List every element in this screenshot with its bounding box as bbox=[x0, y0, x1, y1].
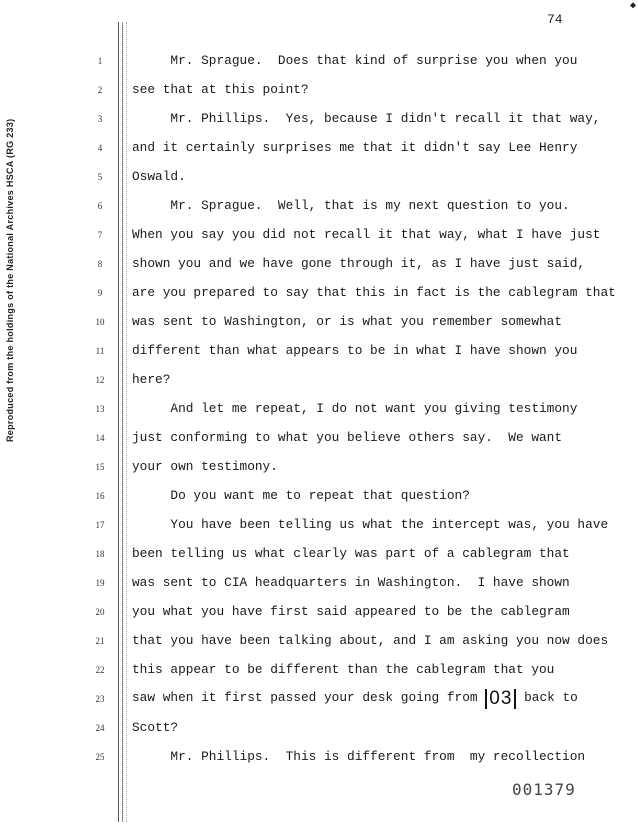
line-number: 2 bbox=[97, 85, 103, 95]
line-number: 9 bbox=[97, 288, 103, 298]
line-number: 6 bbox=[97, 201, 103, 211]
archive-side-note: Reproduced from the holdings of the National Archives HSCA (RG 233) bbox=[5, 118, 15, 442]
transcript-line: Mr. Phillips. Yes, because I didn't recall it that way, bbox=[132, 111, 601, 126]
transcript-line: was sent to CIA headquarters in Washington. I have shown bbox=[132, 575, 570, 590]
line-number: 12 bbox=[95, 375, 105, 385]
transcript-line: been telling us what clearly was part of a cablegram that bbox=[132, 546, 570, 561]
transcript-line: and it certainly surprises me that it didn't say Lee Henry bbox=[132, 140, 578, 155]
transcript-line-start: saw when it first passed your desk going from bbox=[132, 690, 486, 705]
line-number: 1 bbox=[97, 56, 103, 66]
line-number: 21 bbox=[95, 636, 105, 646]
line-number: 11 bbox=[95, 346, 105, 356]
margin-rule bbox=[118, 22, 119, 822]
line-number: 19 bbox=[95, 578, 105, 588]
transcript-line-end: back to bbox=[516, 690, 578, 705]
line-number: 25 bbox=[95, 752, 105, 762]
transcript-line: was sent to Washington, or is what you remember somewhat bbox=[132, 314, 563, 329]
document-id-stamp: 001379 bbox=[512, 780, 576, 799]
transcript-line: that you have been talking about, and I am asking you now does bbox=[132, 633, 609, 648]
page-number: 74 bbox=[547, 12, 563, 27]
line-number: 10 bbox=[95, 317, 105, 327]
line-number: 24 bbox=[95, 723, 105, 733]
line-number: 8 bbox=[97, 259, 103, 269]
transcript-line: different than what appears to be in what I have shown you bbox=[132, 343, 578, 358]
line-number: 5 bbox=[97, 172, 103, 182]
transcript-line: see that at this point? bbox=[132, 82, 309, 97]
line-number: 13 bbox=[95, 404, 105, 414]
transcript-line: Scott? bbox=[132, 720, 179, 735]
transcript-line: Mr. Phillips. This is different from my recollection bbox=[132, 749, 586, 764]
line-number: 7 bbox=[97, 230, 103, 240]
transcript-line: are you prepared to say that this in fact is the cablegram that bbox=[132, 285, 616, 300]
transcript-line: Mr. Sprague. Does that kind of surprise you when you bbox=[132, 53, 578, 68]
transcript-line: Do you want me to repeat that question? bbox=[132, 488, 470, 503]
transcript-line: When you say you did not recall it that way, what I have just bbox=[132, 227, 601, 242]
margin-rule bbox=[126, 22, 127, 822]
transcript-line: And let me repeat, I do not want you giving testimony bbox=[132, 401, 578, 416]
line-number: 17 bbox=[95, 520, 105, 530]
transcript-line: your own testimony. bbox=[132, 459, 278, 474]
line-number: 15 bbox=[95, 462, 105, 472]
transcript-line: just conforming to what you believe others say. We want bbox=[132, 430, 563, 445]
transcript-line: You have been telling us what the intercept was, you have bbox=[132, 517, 609, 532]
transcript-line: shown you and we have gone through it, as I have just said, bbox=[132, 256, 586, 271]
transcript-line: this appear to be different than the cablegram that you bbox=[132, 662, 555, 677]
line-number: 3 bbox=[97, 114, 103, 124]
line-number: 14 bbox=[95, 433, 105, 443]
handwritten-box-annotation: 03 bbox=[485, 689, 516, 709]
transcript-line: here? bbox=[132, 372, 171, 387]
transcript-line: Oswald. bbox=[132, 169, 186, 184]
transcript-line bbox=[132, 689, 632, 709]
line-number: 4 bbox=[97, 143, 103, 153]
corner-mark-icon: ◆ bbox=[629, 1, 636, 12]
transcript-line: you what you have first said appeared to be the cablegram bbox=[132, 604, 570, 619]
line-number: 16 bbox=[95, 491, 105, 501]
line-number: 23 bbox=[95, 694, 105, 704]
line-number: 18 bbox=[95, 549, 105, 559]
margin-rule bbox=[122, 22, 123, 822]
line-number: 20 bbox=[95, 607, 105, 617]
transcript-line: Mr. Sprague. Well, that is my next question to you. bbox=[132, 198, 570, 213]
line-number: 22 bbox=[95, 665, 105, 675]
